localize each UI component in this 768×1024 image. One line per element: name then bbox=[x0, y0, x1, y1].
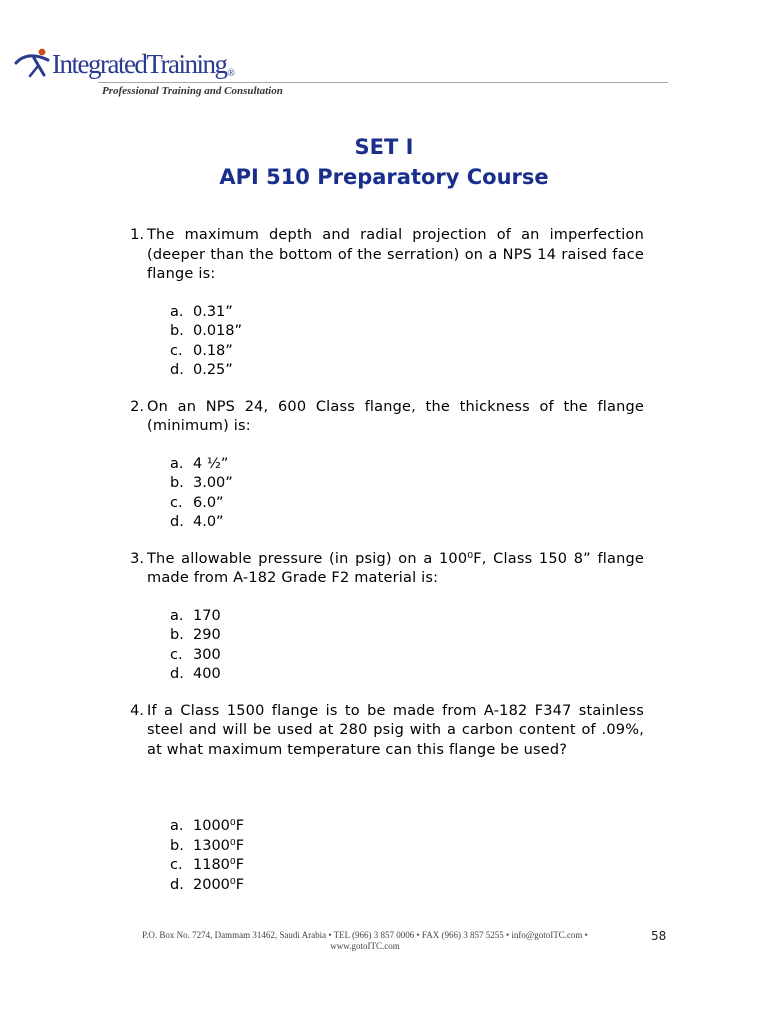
option-letter: d. bbox=[170, 362, 184, 378]
option-text: 3.00” bbox=[193, 475, 233, 491]
answer-option bbox=[170, 513, 644, 533]
question-text: On an NPS 24, 600 Class flange, the thickness of the flange (minimum) is: bbox=[147, 398, 644, 434]
option-letter: b. bbox=[170, 837, 184, 854]
option-letter: b. bbox=[170, 475, 184, 491]
option-text: 170 bbox=[193, 607, 221, 624]
option-letter: d. bbox=[170, 514, 184, 530]
option-text: 400 bbox=[193, 666, 221, 682]
question-number: 1. bbox=[130, 227, 144, 243]
option-text: 6.0” bbox=[193, 494, 224, 511]
page-number: 58 bbox=[651, 929, 667, 943]
option-text: 290 bbox=[193, 627, 221, 643]
question-number: 4. bbox=[130, 702, 144, 719]
option-text: 4 ½” bbox=[193, 455, 229, 472]
question-text: The allowable pressure (in psig) on a 100⁰F, Class 150 8” flange made from A-182 Grade F2 material is: bbox=[147, 550, 644, 586]
tagline: Professional Training and Consultation bbox=[102, 85, 283, 97]
answer-option bbox=[170, 474, 644, 494]
option-text: 2000⁰F bbox=[193, 876, 245, 893]
question-2 bbox=[120, 398, 644, 533]
answer-options bbox=[147, 455, 644, 533]
option-letter: d. bbox=[170, 876, 184, 893]
answer-option bbox=[170, 607, 644, 627]
option-text: 4.0” bbox=[193, 514, 224, 530]
answer-options bbox=[147, 303, 644, 381]
answer-option bbox=[170, 665, 644, 685]
footer-website-link[interactable]: www.gotoITC.com bbox=[330, 941, 400, 951]
option-letter: c. bbox=[170, 857, 183, 873]
option-text: 300 bbox=[193, 646, 221, 663]
option-letter: b. bbox=[170, 323, 184, 339]
answer-options bbox=[147, 607, 644, 685]
course-title: API 510 Preparatory Course bbox=[219, 165, 549, 189]
option-letter: c. bbox=[170, 342, 183, 359]
question-text: If a Class 1500 flange is to be made from A-182 F347 stainless steel and will be used at 280 psig with a carbon content of .09%, at what maximum temperature can this flange be used? bbox=[147, 702, 644, 758]
registered-mark: ® bbox=[227, 68, 236, 79]
option-letter: c. bbox=[170, 494, 183, 511]
answer-option bbox=[170, 361, 644, 381]
logo-wordmark: IntegratedTraining® bbox=[52, 49, 236, 79]
footer-contact bbox=[105, 930, 625, 952]
answer-option bbox=[170, 817, 644, 837]
option-letter: d. bbox=[170, 666, 184, 682]
answer-option bbox=[170, 342, 644, 362]
option-text: 0.018” bbox=[193, 323, 243, 339]
option-text: 0.18” bbox=[193, 342, 233, 359]
option-letter: a. bbox=[170, 303, 184, 320]
option-letter: a. bbox=[170, 818, 184, 834]
option-letter: b. bbox=[170, 627, 184, 643]
option-text: 1000⁰F bbox=[193, 818, 245, 834]
question-list bbox=[120, 226, 644, 895]
header-divider bbox=[98, 82, 668, 83]
question-text: The maximum depth and radial projection of an imperfection (deeper than the bottom of the serration) on a NPS 14 raised face flange is: bbox=[147, 227, 644, 282]
option-text: 1180⁰F bbox=[193, 857, 245, 873]
question-3 bbox=[120, 550, 644, 685]
question-4 bbox=[120, 702, 644, 896]
option-text: 1300⁰F bbox=[193, 837, 245, 854]
answer-option bbox=[170, 876, 644, 896]
option-letter: c. bbox=[170, 646, 183, 663]
logo-figure-icon bbox=[14, 46, 54, 80]
answer-option bbox=[170, 837, 644, 857]
answer-option bbox=[170, 494, 644, 514]
option-text: 0.31” bbox=[193, 303, 233, 320]
question-number: 2. bbox=[130, 398, 144, 415]
question-1 bbox=[120, 226, 644, 381]
answer-option bbox=[170, 322, 644, 342]
footer-address: P.O. Box No. 7274, Dammam 31462, Saudi Arabia • TEL (966) 3 857 0006 • FAX (966) 3 857 5255 • info@gotoITC.com • bbox=[142, 930, 588, 940]
option-text: 0.25” bbox=[193, 362, 233, 378]
answer-option bbox=[170, 856, 644, 876]
option-letter: a. bbox=[170, 607, 184, 624]
answer-options bbox=[147, 817, 644, 895]
answer-option bbox=[170, 303, 644, 323]
question-number: 3. bbox=[130, 550, 144, 567]
answer-option bbox=[170, 646, 644, 666]
answer-option bbox=[170, 626, 644, 646]
option-letter: a. bbox=[170, 455, 184, 472]
set-title: SET I bbox=[354, 135, 414, 159]
answer-option bbox=[170, 455, 644, 475]
